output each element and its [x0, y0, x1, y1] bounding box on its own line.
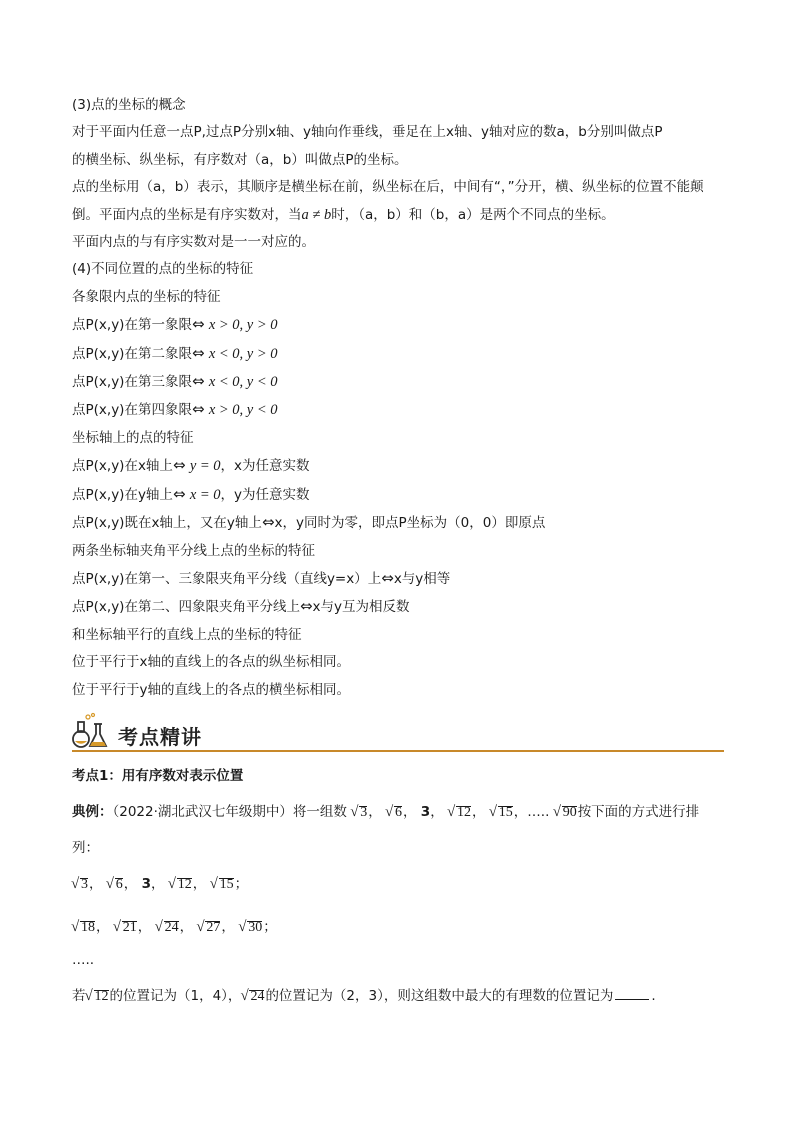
semicolon: ； [234, 876, 249, 892]
iff-symbol: ⇔ [381, 568, 394, 587]
sqrt-30: √ 30 [239, 920, 262, 936]
section-divider [72, 750, 724, 752]
sqrt-6: √ 6 [386, 805, 402, 821]
comma: ， [89, 876, 103, 892]
iff-symbol: ⇔ [191, 315, 205, 334]
math-expression: y = 0 [189, 458, 221, 475]
subheading-axes: 坐标轴上的点的特征 [72, 429, 194, 446]
quadrant-1-rule [72, 311, 724, 339]
origin-rule [72, 509, 724, 537]
quadrant-2-rule [72, 340, 724, 368]
text: 倒。平面内点的坐标是有序实数对，当 [72, 206, 302, 223]
text: 若 [72, 988, 86, 1004]
iff-symbol: ⇔ [172, 456, 186, 475]
parallel-y-rule: 位于平行于y轴的直线上的各点的横坐标相同。 [72, 681, 350, 698]
paragraph-line: 点的坐标用（a，b）表示，其顺序是横坐标在前，纵坐标在后，中间有“，”分开，横、纵坐标的位置不能颠 [72, 179, 704, 196]
math-expression: x = 0 [189, 486, 221, 503]
quadrant-3-rule [72, 368, 724, 396]
comma: ， [151, 876, 165, 892]
comma: ， [430, 804, 444, 820]
section-title: 考点精讲 [118, 725, 202, 749]
sqrt-6: √ 6 [107, 877, 123, 893]
math-expression: x < 0, y > 0 [208, 345, 278, 362]
comma: ， [96, 919, 110, 935]
sqrt-3: √ 3 [351, 805, 367, 821]
text: 点P(x,y)既在x轴上，又在y轴上 [72, 515, 262, 532]
sqrt-15: √ 15 [211, 877, 234, 893]
axis-x-rule [72, 452, 724, 480]
text: x，y同时为零，即点P坐标为（0，0）即原点 [274, 515, 546, 532]
comma: ， [403, 804, 417, 820]
comma: ， [192, 876, 207, 892]
quadrant-4-rule [72, 396, 724, 424]
sqrt-24: √ 24 [156, 920, 179, 936]
comma: ， [472, 804, 486, 820]
text: x与y相等 [393, 570, 451, 587]
section-header [72, 712, 724, 752]
bisector-24-rule [72, 593, 724, 621]
text: 点P(x,y)在第二象限 [72, 345, 192, 362]
paragraph-line [72, 202, 724, 229]
sqrt-12: √ 12 [169, 877, 192, 893]
point-title: 考点1：用有序数对表示位置 [72, 768, 244, 784]
answer-blank[interactable] [615, 999, 649, 1000]
iff-symbol: ⇔ [191, 372, 205, 391]
concept-text [72, 92, 724, 704]
sqrt-12: √ 12 [86, 989, 109, 1005]
comma: ， [368, 804, 382, 820]
text: 点P(x,y)在第三象限 [72, 374, 192, 391]
dots: ，….. [513, 804, 550, 820]
number-3: 3 [420, 804, 431, 820]
iff-symbol: ⇔ [299, 597, 313, 616]
example-source: （2022·湖北武汉七年级期中）将一组数 [112, 804, 347, 820]
text: 点P(x,y)在x轴上 [72, 458, 173, 475]
heading-coord-concept: (3)点的坐标的概念 [72, 97, 186, 113]
text: 的位置记为（1，4）， [109, 988, 242, 1004]
subheading-parallel: 和坐标轴平行的直线上点的坐标的特征 [72, 626, 302, 643]
text: 点P(x,y)在第四象限 [72, 402, 192, 419]
example-line-2: 列： [72, 840, 99, 856]
comma: ， [123, 876, 138, 892]
parallel-x-rule: 位于平行于x轴的直线上的各点的纵坐标相同。 [72, 654, 350, 671]
text: x与y互为相反数 [312, 599, 410, 616]
subheading-quadrants: 各象限内点的坐标的特征 [72, 288, 221, 305]
comma: ， [137, 919, 152, 935]
iff-symbol: ⇔ [261, 513, 275, 532]
sqrt-18: √ 18 [72, 920, 95, 936]
paragraph-line: 的横坐标、纵坐标，有序数对（a，b）叫做点P的坐标。 [72, 151, 408, 168]
subheading-bisectors: 两条坐标轴夹角平分线上点的坐标的特征 [72, 542, 315, 559]
ellipsis: ….. [72, 952, 95, 968]
text: 点P(x,y)在第一、三象限夹角平分线（直线y=x）上 [72, 570, 382, 587]
math-expression: a ≠ b [301, 206, 332, 223]
iff-symbol: ⇔ [191, 400, 205, 419]
sqrt-27: √ 27 [197, 920, 220, 936]
period: . [651, 988, 656, 1004]
sqrt-15: √ 15 [490, 805, 513, 821]
math-expression: x > 0, y > 0 [208, 317, 278, 334]
text: 点P(x,y)在第二、四象限夹角平分线上 [72, 599, 300, 616]
sqrt-21: √ 21 [114, 920, 137, 936]
row-1 [72, 872, 724, 893]
text: 时，（a，b）和（b，a）是两个不同点的坐标。 [331, 206, 615, 223]
example-line [72, 800, 724, 821]
text: 点P(x,y)在y轴上 [72, 486, 173, 503]
sqrt-3: √ 3 [72, 877, 88, 893]
question-line [72, 984, 724, 1005]
iff-symbol: ⇔ [191, 343, 205, 362]
text: 的位置记为（2，3），则这组数中最大的有理数的位置记为 [265, 988, 614, 1004]
sqrt-24: √ 24 [241, 989, 264, 1005]
axis-y-rule [72, 481, 724, 509]
comma: ， [221, 919, 235, 935]
row-2 [72, 915, 724, 936]
text: 点P(x,y)在第一象限 [72, 317, 192, 334]
example-label: 典例： [72, 804, 113, 820]
lab-flask-icon [72, 712, 112, 750]
bisector-13-rule [72, 565, 724, 593]
sqrt-12: √ 12 [448, 805, 471, 821]
semicolon: ； [263, 919, 277, 935]
sqrt-90: √ 90 [554, 805, 577, 821]
comma: ， [179, 919, 194, 935]
text: 按下面的方式进行排 [577, 804, 700, 820]
text: ，y为任意实数 [220, 486, 310, 503]
iff-symbol: ⇔ [172, 484, 186, 503]
math-expression: x > 0, y < 0 [208, 402, 278, 419]
paragraph-line: 平面内点的与有序实数对是一一对应的。 [72, 234, 315, 251]
text: ，x为任意实数 [220, 458, 310, 475]
number-3: 3 [141, 876, 151, 892]
math-expression: x < 0, y < 0 [208, 374, 278, 391]
heading-special-positions: (4)不同位置的点的坐标的特征 [72, 261, 254, 278]
paragraph-line: 对于平面内任意一点P,过点P分别x轴、y轴向作垂线，垂足在上x轴、y轴对应的数a，b分别叫做点P [72, 124, 663, 141]
